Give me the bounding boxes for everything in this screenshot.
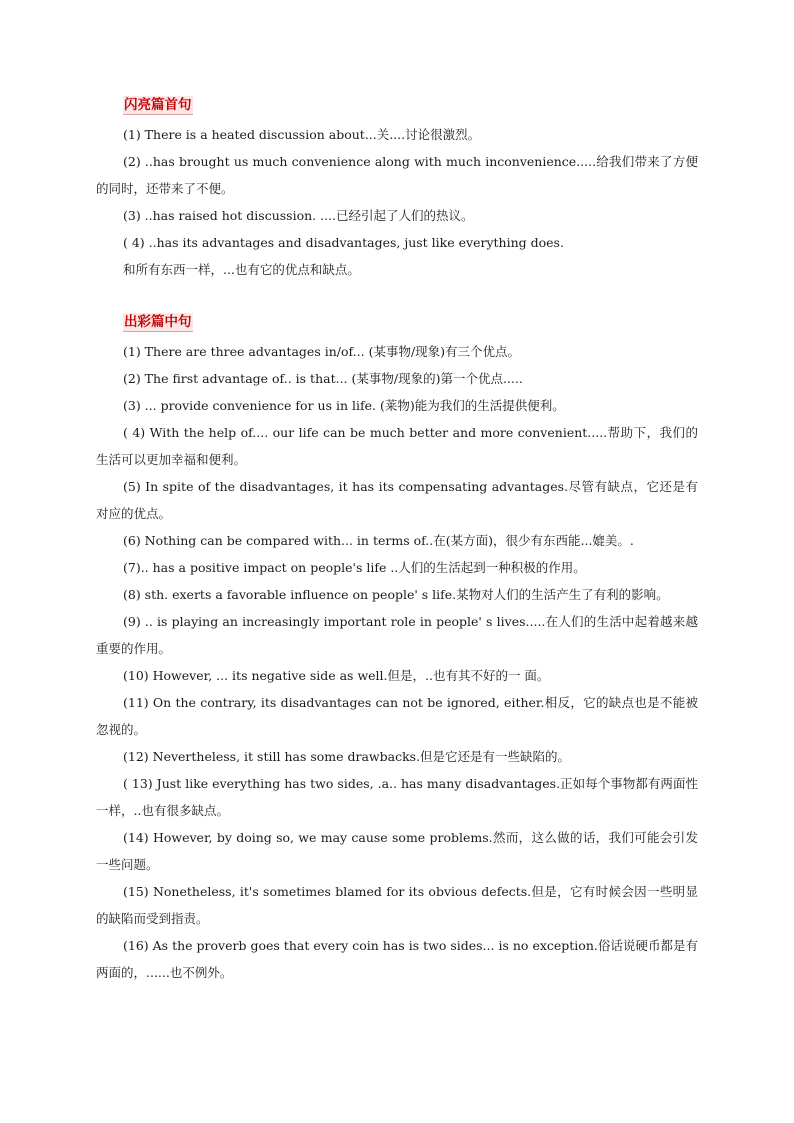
paragraph: (12) Nevertheless, it still has some drawbacks.但是它还是有一些缺陷的。: [123, 749, 571, 764]
paragraph: (10) However, ... its negative side as well.但是，..也有其不好的一 面。: [123, 668, 550, 683]
paragraph: (1) There are three advantages in/of... (某事物/现象)有三个优点。: [123, 344, 521, 359]
paragraph: (8) sth. exerts a favorable influence on people' s life.某物对人们的生活产生了有利的影响。: [123, 587, 669, 602]
paragraph: (7).. has a positive impact on people's life ..人们的生活起到一种积极的作用。: [123, 560, 586, 575]
paragraph: ( 13) Just like everything has two sides, .a.. has many disadvantages.正如每个事物都有两面性一样，..也有很多缺点。: [96, 776, 698, 818]
paragraph: (1) There is a heated discussion about...关....讨论很激烈。: [123, 127, 481, 142]
paragraph: (11) On the contrary, its disadvantages can not be ignored, either.相反，它的缺点也是不能被忽视的。: [96, 695, 698, 737]
document-page: [96, 92, 698, 986]
section-middle-sentences: [96, 309, 698, 986]
paragraph: ( 4) ..has its advantages and disadvantages, just like everything does.: [123, 235, 564, 250]
paragraph: (16) As the proverb goes that every coin has is two sides... is no exception.俗话说硬币都是有两面的，......也不例外。: [96, 938, 698, 980]
section-heading: 闪亮篇首句: [124, 97, 192, 113]
paragraph: 和所有东西一样，...也有它的优点和缺点。: [123, 262, 360, 277]
paragraph: (5) In spite of the disadvantages, it has its compensating advantages.尽管有缺点，它还是有对应的优点。: [96, 479, 698, 521]
paragraph: (3) ... provide convenience for us in life. (莱物)能为我们的生活提供便利。: [123, 398, 565, 413]
section-opening-sentences: [96, 92, 698, 283]
paragraph: (15) Nonetheless, it's sometimes blamed for its obvious defects.但是，它有时候会因一些明显的缺陷而受到指责。: [96, 884, 698, 926]
paragraph: (3) ..has raised hot discussion. ....已经引起了人们的热议。: [123, 208, 474, 223]
paragraph: (2) The first advantage of.. is that... (某事物/现象的)第一个优点.....: [123, 371, 523, 386]
paragraph: (9) .. is playing an increasingly important role in people' s lives.....在人们的生活中起着越来越重要的作用。: [96, 614, 698, 656]
paragraph: (2) ..has brought us much convenience along with much inconvenience.....给我们带来了方便的同时，还带来了不便。: [96, 154, 698, 196]
section-heading: 出彩篇中句: [124, 314, 192, 330]
paragraph: ( 4) With the help of.... our life can be much better and more convenient.....帮助下，我们的生活可以更加幸福和便利。: [96, 425, 698, 467]
paragraph: (14) However, by doing so, we may cause some problems.然而，这么做的话，我们可能会引发一些问题。: [96, 830, 698, 872]
paragraph: (6) Nothing can be compared with... in terms of..在(某方面)，很少有东西能...媲美。.: [123, 533, 634, 548]
